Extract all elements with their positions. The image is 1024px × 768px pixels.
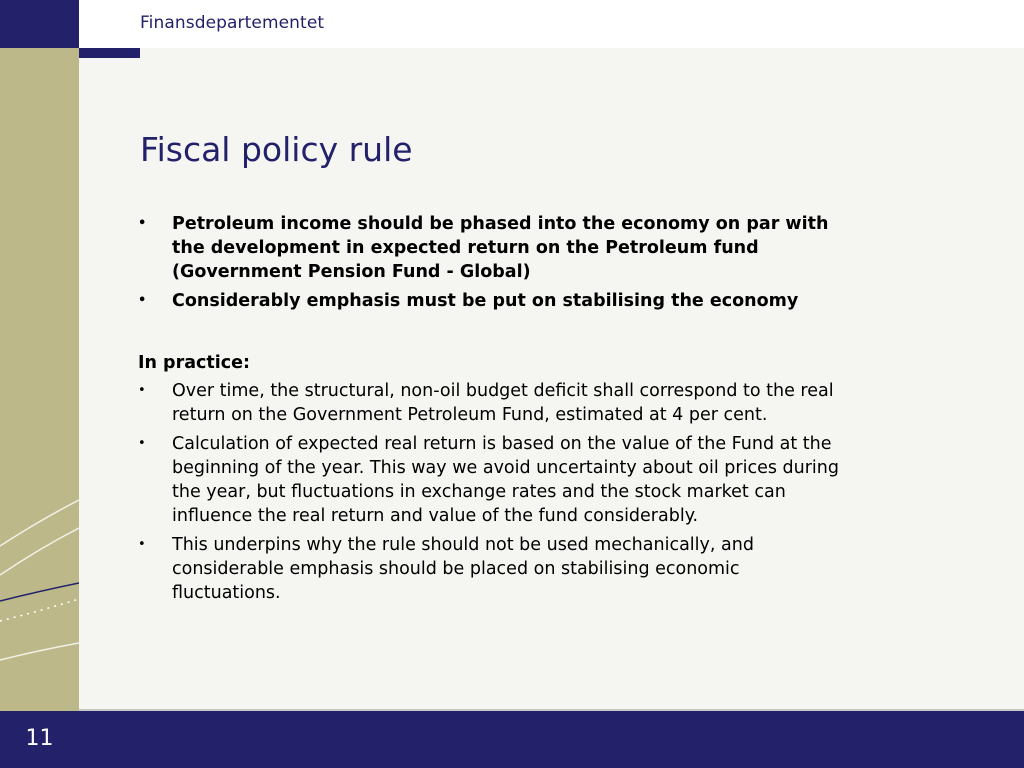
header-accent-bar xyxy=(79,48,140,58)
list-item xyxy=(138,432,848,528)
bullet-text: This underpins why the rule should not be used mechanically, and considerable emphasis should be placed on stabilising economic fluctuations. xyxy=(172,535,754,603)
list-item xyxy=(138,289,848,313)
sidebar-decoration xyxy=(0,48,79,711)
bullet-text: Calculation of expected real return is based on the value of the Fund at the beginning of the year. This way we avoid uncertainty about oil prices during the year, but fluctuations in exchange rates and the stock market can influence the real return and value of the fund considerably. xyxy=(172,434,839,526)
bullet-icon: • xyxy=(138,436,146,451)
list-item xyxy=(138,379,848,427)
bullet-icon: • xyxy=(138,216,147,231)
slide-content xyxy=(138,212,848,610)
practice-points-list xyxy=(138,379,848,605)
slide-title: Fiscal policy rule xyxy=(140,130,413,169)
list-item xyxy=(138,212,848,284)
organization-name: Finansdepartementet xyxy=(140,13,325,33)
key-points-list xyxy=(138,212,848,313)
list-item xyxy=(138,533,848,605)
bullet-text: Petroleum income should be phased into the economy on par with the development in expected return on the Petroleum fund (Government Pension Fund - Global) xyxy=(172,214,829,282)
section-heading: In practice: xyxy=(138,353,251,373)
header-brand-block xyxy=(0,0,79,48)
bullet-text: Over time, the structural, non-oil budget deficit shall correspond to the real return on the Government Petroleum Fund, estimated at 4 per cent. xyxy=(172,381,834,425)
bullet-icon: • xyxy=(138,537,146,552)
bullet-icon: • xyxy=(138,293,147,308)
bullet-text: Considerably emphasis must be put on stabilising the economy xyxy=(172,291,799,311)
bullet-icon: • xyxy=(138,383,146,398)
footer-bar xyxy=(0,711,1024,768)
sidebar-wave-lines xyxy=(0,48,79,711)
page-number: 11 xyxy=(25,726,54,751)
